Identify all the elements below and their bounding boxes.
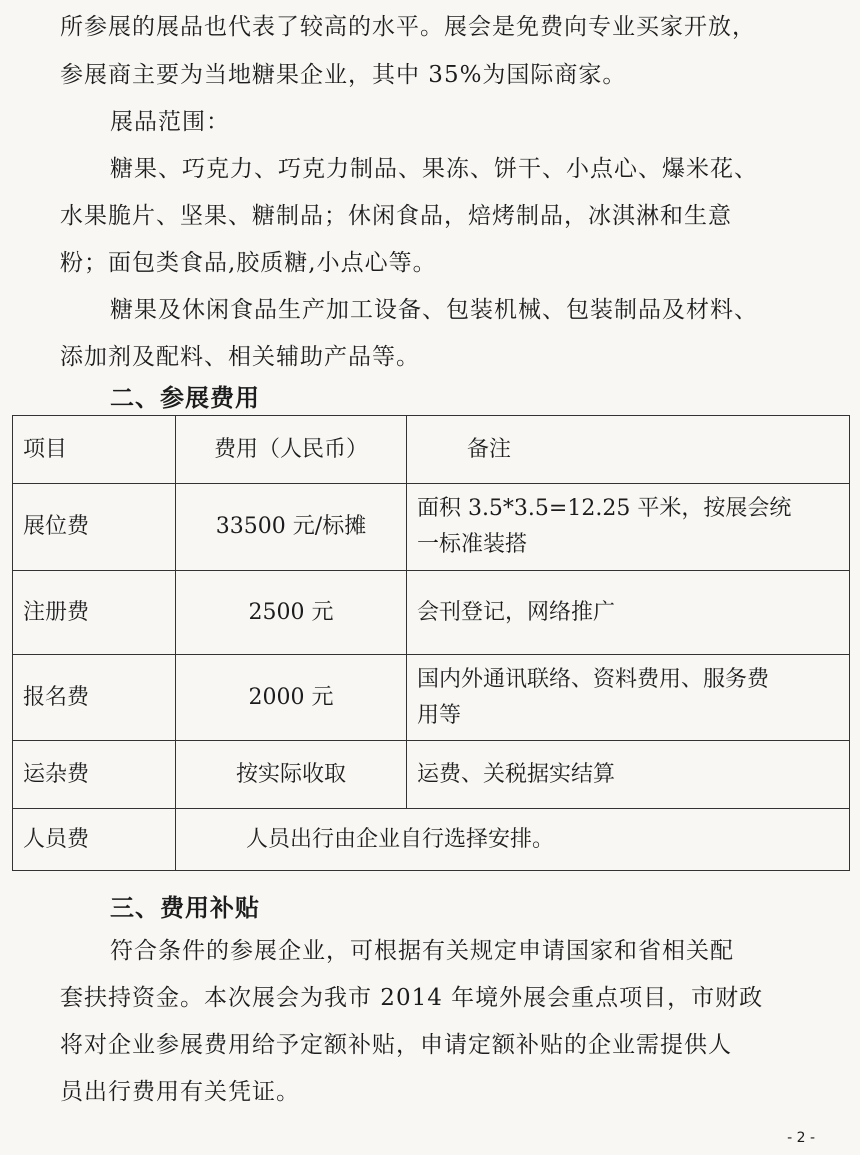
row-note (406, 655, 849, 741)
scope-line: 糖果及休闲食品生产加工设备、包装机械、包装制品及材料、 (110, 297, 758, 323)
row-item: 注册费 (13, 571, 176, 655)
scope-line: 添加剂及配料、相关辅助产品等。 (60, 344, 420, 370)
scope-line: 糖果、巧克力、巧克力制品、果冻、饼干、小点心、爆米花、 (110, 156, 758, 182)
row-item: 报名费 (13, 655, 176, 741)
row-note (406, 484, 849, 571)
row-merged-text: 人员出行由企业自行选择安排。 (176, 809, 850, 871)
table-row (13, 484, 850, 571)
row-item: 运杂费 (13, 741, 176, 809)
table-row (13, 809, 850, 871)
fee-table (12, 415, 850, 871)
row-note-line: 国内外通讯联络、资料费用、服务费 (416, 666, 769, 692)
row-note-line: 一标准装搭 (416, 532, 527, 557)
row-note (406, 571, 849, 655)
row-note-line: 用等 (416, 702, 461, 728)
intro-line: 所参展的展品也代表了较高的水平。展会是免费向专业买家开放， (60, 14, 756, 40)
page-number: - 2 - (787, 1130, 815, 1146)
header-note: 备注 (406, 416, 849, 484)
intro-line: 参展商主要为当地糖果企业，其中 35%为国际商家。 (60, 62, 627, 88)
subsidy-line: 套扶持资金。本次展会为我市 2014 年境外展会重点项目，市财政 (60, 985, 764, 1011)
section-heading-subsidy: 三、费用补贴 (110, 893, 260, 922)
row-note-line: 面积 3.5*3.5=12.25 平米，按展会统 (416, 496, 792, 521)
section-heading-fees: 二、参展费用 (110, 383, 260, 412)
scope-line: 粉；面包类食品,胶质糖,小点心等。 (60, 250, 437, 276)
scope-title: 展品范围： (110, 109, 230, 135)
header-item: 项目 (13, 416, 176, 484)
row-note-line: 会刊登记，网络推广 (416, 599, 615, 625)
table-row (13, 655, 850, 741)
row-note (406, 741, 849, 809)
row-cost: 2500 元 (176, 571, 407, 655)
scope-line: 水果脆片、坚果、糖制品；休闲食品，焙烤制品，冰淇淋和生意 (60, 203, 732, 229)
row-cost: 2000 元 (176, 655, 407, 741)
table-header-row (13, 416, 850, 484)
row-cost: 33500 元/标摊 (176, 484, 407, 571)
subsidy-line: 符合条件的参展企业，可根据有关规定申请国家和省相关配 (110, 938, 734, 964)
subsidy-line: 将对企业参展费用给予定额补贴，申请定额补贴的企业需提供人 (60, 1032, 732, 1058)
row-item: 人员费 (13, 809, 176, 871)
subsidy-line: 员出行费用有关凭证。 (60, 1079, 300, 1105)
header-cost: 费用（人民币） (176, 416, 407, 484)
row-cost: 按实际收取 (176, 741, 407, 809)
row-note-line: 运费、关税据实结算 (416, 761, 615, 787)
table-row (13, 741, 850, 809)
row-item: 展位费 (13, 484, 176, 571)
table-row (13, 571, 850, 655)
